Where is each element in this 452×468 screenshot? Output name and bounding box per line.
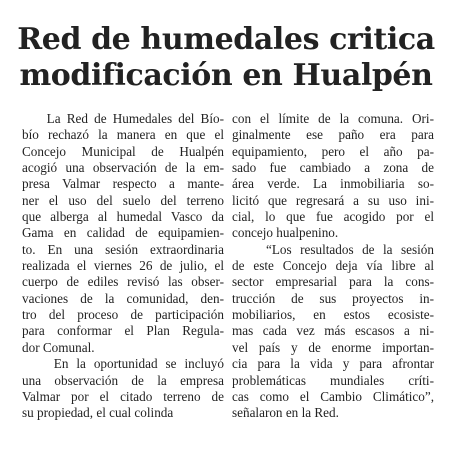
- article-paragraph: [22, 111, 224, 356]
- text-line: ner el uso del suelo del terreno: [22, 192, 224, 208]
- text-line: sado fue cambiado a zona de: [232, 160, 434, 176]
- text-line: La Red de Humedales del Bío-: [22, 111, 224, 126]
- text-line: cuerpo de ediles revisó las obser-: [22, 274, 224, 290]
- text-line: cia para la vida y para afrontar: [232, 356, 434, 372]
- text-line: de este Concejo deja vía libre al: [232, 258, 434, 274]
- text-line: acogió una observación de la em-: [22, 160, 224, 176]
- text-line: bío rechazó la manera en que el: [22, 127, 224, 143]
- text-line: Concejo Municipal de Hualpén: [22, 143, 224, 159]
- text-line: to. En una sesión extraordinaria: [22, 241, 224, 257]
- text-line: sector empresarial para la cons-: [232, 274, 434, 290]
- headline-line: modificación en Hualpén: [19, 58, 433, 93]
- text-line: una observación de la empresa: [22, 372, 224, 388]
- text-line: cial, lo que fue acogido por el: [232, 209, 434, 225]
- article-paragraph: [232, 242, 434, 422]
- text-line: vaciones de la comunidad, den-: [22, 290, 224, 306]
- text-line: que alberga al humedal Vasco da: [22, 209, 224, 225]
- text-line: con el límite de la comuna. Ori-: [232, 111, 434, 126]
- text-line: vel país y de enorme importan-: [232, 339, 434, 355]
- text-line: área verde. La inmobiliaria so-: [232, 176, 434, 192]
- text-line: “Los resultados de la sesión: [232, 241, 434, 257]
- text-line: equipamiento, pero el año pa-: [232, 143, 434, 159]
- text-line: mobiliarios, en estos ecosiste-: [232, 307, 434, 323]
- text-line: tro del proceso de participación: [22, 307, 224, 323]
- text-line: señalaron en la Red.: [232, 405, 339, 421]
- article-headline: [0, 22, 452, 94]
- article-column-right: [232, 111, 434, 422]
- text-line: Gama en calidad de equipamien-: [22, 225, 224, 241]
- headline-line: Red de humedales critica: [17, 22, 435, 57]
- text-line: para conformar el Plan Regula-: [22, 323, 224, 339]
- text-line: mas cada vez más escasos a ni-: [232, 323, 434, 339]
- text-line: ginalmente ese paño era para: [232, 127, 434, 143]
- text-line: su propiedad, el cual colinda: [22, 405, 174, 421]
- article-paragraph: [22, 356, 224, 421]
- text-line: problemáticas mundiales críti-: [232, 372, 434, 388]
- article-paragraph: [232, 111, 434, 242]
- text-line: cas como el Cambio Climático”,: [232, 388, 434, 404]
- text-line: licitó que regresará a su uso ini-: [232, 192, 434, 208]
- text-line: En la oportunidad se incluyó: [22, 356, 224, 372]
- text-line: presa Valmar respecto a mante-: [22, 176, 224, 192]
- text-line: dor Comunal.: [22, 339, 95, 355]
- text-line: trucción de sus proyectos in-: [232, 290, 434, 306]
- article-column-left: [22, 111, 224, 422]
- text-line: concejo hualpenino.: [232, 225, 339, 241]
- text-line: realizada el viernes 26 de julio, el: [22, 258, 224, 274]
- text-line: Valmar por el citado terreno de: [22, 388, 224, 404]
